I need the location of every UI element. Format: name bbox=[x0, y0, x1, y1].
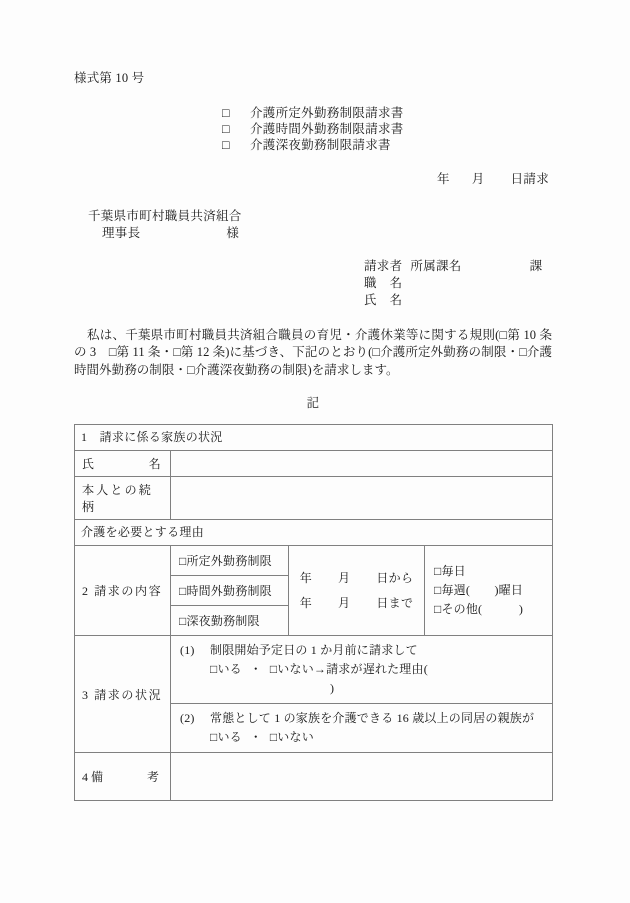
section4-label-left: 4 備 bbox=[82, 770, 104, 784]
item1-separator: ・ bbox=[249, 662, 262, 676]
relationship-label: 本人との続柄 bbox=[82, 483, 154, 514]
section3-item2 bbox=[171, 704, 552, 752]
section3-label-cell bbox=[75, 636, 171, 753]
family-name-label-cell bbox=[75, 451, 171, 477]
table-row bbox=[75, 753, 553, 801]
title-option-label: 介護深夜勤務制限請求書 bbox=[250, 138, 391, 153]
care-reason-label: 介護を必要とする理由 bbox=[81, 525, 205, 539]
period-to-row bbox=[295, 591, 418, 616]
period-to-year: 年 bbox=[299, 595, 313, 610]
title-option-label: 介護所定外勤務制限請求書 bbox=[250, 106, 404, 121]
claimant-department-label: 所属課名 bbox=[410, 258, 462, 273]
section3-item2-text-row bbox=[180, 709, 546, 728]
family-name-label bbox=[75, 451, 170, 476]
item2-option-no[interactable]: □いない bbox=[269, 730, 314, 744]
date-month-label: 月 bbox=[471, 172, 485, 187]
section3-item1-cell[interactable] bbox=[171, 636, 553, 704]
section4-input-cell[interactable] bbox=[171, 753, 553, 801]
section3-item1-options-row bbox=[180, 660, 546, 698]
frequency-option-daily[interactable]: □毎日 bbox=[434, 564, 466, 578]
table-row bbox=[75, 425, 553, 451]
title-option-row[interactable] bbox=[222, 105, 552, 121]
claimant-name-row: 氏 名 bbox=[364, 292, 403, 307]
table-row bbox=[75, 636, 553, 704]
item2-number: (2) bbox=[180, 711, 195, 725]
relationship-label-cell bbox=[75, 477, 171, 520]
checkbox-icon[interactable]: □ bbox=[222, 122, 230, 137]
section3-item1 bbox=[171, 636, 552, 703]
form-number: 様式第 10 号 bbox=[74, 71, 145, 85]
claimant-department-row bbox=[364, 258, 552, 275]
family-name-input-cell[interactable] bbox=[171, 451, 553, 477]
addressee-title: 理事長 bbox=[102, 225, 141, 240]
section2-frequency-cell[interactable] bbox=[425, 546, 553, 636]
document-body bbox=[74, 70, 552, 801]
section4-label-cell bbox=[75, 753, 171, 801]
period-from-month: 月 bbox=[338, 570, 351, 585]
section4-label-right: 考 bbox=[146, 770, 159, 784]
title-option-row[interactable] bbox=[222, 137, 552, 153]
addressee-block bbox=[88, 208, 552, 242]
checkbox-icon[interactable]: □ bbox=[222, 106, 230, 121]
period-from-year: 年 bbox=[299, 570, 313, 585]
section2-checkbox-cell[interactable] bbox=[171, 546, 289, 576]
period-from-row bbox=[289, 557, 424, 625]
request-form-table bbox=[74, 424, 553, 801]
item2-option-yes[interactable]: □いる bbox=[210, 730, 242, 744]
request-date-line bbox=[74, 171, 552, 187]
title-option-label: 介護時間外勤務制限請求書 bbox=[250, 122, 404, 137]
frequency-options bbox=[425, 556, 552, 625]
claimant-block bbox=[364, 258, 552, 309]
section3-item2-cell[interactable] bbox=[171, 704, 553, 753]
section1-heading-cell bbox=[75, 425, 553, 451]
item1-text: 制限開始予定日の 1 か月前に請求して bbox=[210, 643, 418, 657]
claimant-label: 請求者 bbox=[364, 258, 403, 273]
addressee-title-row bbox=[102, 225, 552, 242]
period-to-month: 月 bbox=[338, 595, 351, 610]
item1-option-yes[interactable]: □いる bbox=[210, 662, 242, 676]
table-row bbox=[75, 520, 553, 546]
section2-label: 2 請求の内容 bbox=[82, 584, 163, 598]
section2-checkbox-cell[interactable] bbox=[171, 576, 289, 606]
family-name-label-left: 氏 bbox=[82, 457, 95, 471]
claimant-position-row: 職 名 bbox=[364, 275, 403, 290]
care-reason-cell[interactable] bbox=[75, 520, 553, 546]
item1-close-paren: ) bbox=[330, 681, 335, 695]
checkbox-icon[interactable]: □ bbox=[222, 138, 230, 153]
item1-option-no[interactable]: □いない→請求が遅れた理由( bbox=[269, 662, 428, 676]
section1-heading: 1 請求に係る家族の状況 bbox=[81, 430, 223, 444]
addressee-organization: 千葉県市町村職員共済組合 bbox=[88, 208, 242, 223]
table-row bbox=[75, 451, 553, 477]
date-year-label: 年 bbox=[436, 172, 450, 187]
section2-checkbox-option[interactable]: □所定外勤務制限 bbox=[179, 554, 272, 568]
section4-label bbox=[75, 764, 170, 789]
section3-item1-text-row bbox=[180, 641, 546, 660]
table-row bbox=[75, 477, 553, 520]
relationship-input-cell[interactable] bbox=[171, 477, 553, 520]
section2-period-cell[interactable] bbox=[289, 546, 425, 636]
section3-label: 3 請求の状況 bbox=[82, 687, 163, 702]
addressee-honorific: 様 bbox=[226, 225, 240, 240]
section2-checkbox-option[interactable]: □時間外勤務制限 bbox=[179, 584, 272, 598]
period-to-day: 日まで bbox=[376, 595, 414, 610]
frequency-option-other[interactable]: □その他( ) bbox=[434, 602, 524, 616]
item1-number: (1) bbox=[180, 643, 195, 657]
date-day-request-label: 日請求 bbox=[510, 172, 549, 187]
section3-item2-options-row bbox=[180, 728, 546, 747]
title-option-row[interactable] bbox=[222, 121, 552, 137]
item2-separator: ・ bbox=[249, 730, 262, 744]
ki-mark: 記 bbox=[306, 396, 320, 410]
section2-checkbox-cell[interactable] bbox=[171, 606, 289, 636]
section2-label-cell bbox=[75, 546, 171, 636]
family-name-label-right: 名 bbox=[148, 457, 161, 471]
title-checkbox-list bbox=[222, 105, 552, 153]
period-from-day: 日から bbox=[376, 570, 414, 585]
table-row bbox=[75, 546, 553, 576]
body-paragraph: 私は、千葉県市町村職員共済組合職員の育児・介護休業等に関する規則(□第 10 条の 3 □第 11 条・□第 12 条)に基づき、下記のとおり(□介護所定外勤務の制限・□介護時間外勤務の制限・□介護深夜勤務の制限)を請求します。 bbox=[74, 327, 552, 377]
claimant-department-suffix: 課 bbox=[529, 258, 543, 273]
frequency-option-weekly[interactable]: □毎週( )曜日 bbox=[434, 583, 524, 597]
item2-text: 常態として 1 の家族を介護できる 16 歳以上の同居の親族が bbox=[210, 711, 535, 725]
section2-checkbox-option[interactable]: □深夜勤務制限 bbox=[179, 614, 260, 628]
